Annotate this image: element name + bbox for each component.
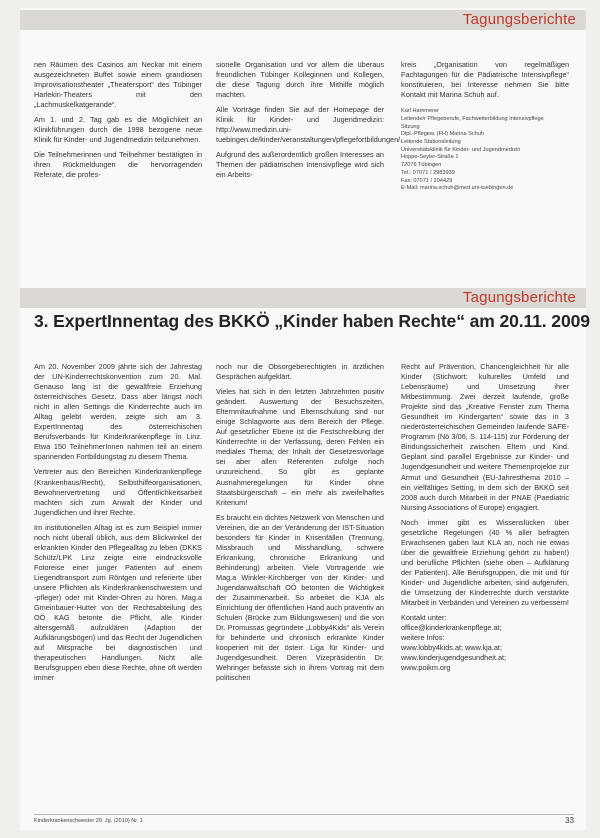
section-label: Tagungsberichte: [462, 289, 576, 306]
info-line: Tel.: 07071 / 2983939: [401, 169, 455, 176]
paragraph: Am 1. und 2. Tag gab es die Möglichkeit an Klinikführungen durch die 1998 bezogene neue Klinik für Kinder- und Jugendmedizin teilzunehmen.: [34, 115, 202, 145]
top-column-2: [216, 60, 403, 181]
section-label: Tagungsberichte: [462, 11, 576, 28]
article-column-3: [401, 362, 569, 673]
info-line: Leitende/r Pflegeberufe, Fachweiterbildung Intensivpflege: [401, 115, 544, 122]
contact-block: [401, 613, 569, 673]
contact-email[interactable]: office@kinderkrankenpflege.at;: [401, 623, 502, 633]
author-info-block: [401, 108, 569, 193]
section-header-bar: [20, 288, 586, 308]
info-line: Leitende Stationsleitung: [401, 139, 461, 145]
info-line: E-Mail: marina.schuh@med.uni-tuebingen.de: [401, 185, 514, 192]
page-footer: [34, 816, 574, 828]
paragraph: Am 20. November 2009 jährte sich der Jahrestag der UN-Kinderrechtskonvention zum 20. Mal. Genauso lang ist die gewaltfreie Erziehung österreichisches Gesetz. Dass aber längst noch nicht in allen Settings die Kinderrechte auch im Alltag gelebt werden, zeigte sich am 3. ExpertInnentag des österreichischen Berufsverbands für Kinderkrankenpflege in Linz. Etwa 150 TeilnehmerInnen nahmen teil an einem spannenden Fortbildungstag zu diesem Thema.: [34, 362, 202, 462]
paragraph: Im institutionellen Alltag ist es zum Beispiel immer noch nicht überall üblich, aus dem Blickwinkel der erkrankten Kinder den Pflegealltag zu leben (DKKS Schütz/LPK Linz zeigte eine eindrucksvolle Fotoreise einer junger Patienten auf einem Liegendtransport zum Röntgen und referierte über unsere Pflichten als Kinderkrankenschwestern und -pfleger) oder mit Kinder-Ohren zu hören. Mag.a Gmeinbauer-Hutter von der Rechtsabteilung des OÖ KAG betonte die Pflicht, alle Kinder altersgemäß aufzuklären (Adaption der Aufklärungsbögen) und das Recht der Jugendlichen auf Mitsprache bei diagnostischen und therapeutischen Handlungen. Nicht alle Berufsgruppen eben diese Rechte, ohne oft werden immer: [34, 522, 202, 683]
info-line: Dipl.-Pflegew. (FH) Marina Schuh: [401, 131, 485, 138]
paragraph: Noch immer gibt es Wissenslücken über gesetzliche Regelungen (40 % aller befragten Erwachsenen gaben laut KLA an, noch nie etwas über die gewaltfreie Erziehung gehört zu haben!) und berufliche Pflichten (siehe oben – Aufklärung der Patienten). Alle Berufsgruppen, die mit und für Kinder- und Jugendliche arbeiten, sind aufgerufen, die Umsetzung der Kinderrechte durch verstärkte Mitarbeit in Verbänden und Vereinen zu verbessern!: [401, 517, 569, 608]
paragraph: Vieles hat sich in den letzten Jahrzehnten positiv geändert. Auswertung der Besuchszeiten, Elternmitaufnahme und Elternschulung sind nur einige Schlagworte aus dem Bereich der Pflege. Auf gesetzlicher Ebene ist die Festschreibung der Kinderrechte in der Verfassung, deren Fehlen ein mediales Thema; der Inhalt der Gesetzesvorlage sei aber allen Referenten zufolge noch unzureichend. So gibt es geplante Ausnahmeregelungen für Kinder ohne Staatsbürgerschaft – ein mehr als zweifelhaftes Kriterium!: [216, 387, 384, 507]
contact-link[interactable]: www.poikm.org: [401, 663, 451, 673]
paragraph: Es braucht ein dichtes Netzwerk von Menschen und Vereinen, die an der Veränderung der IST-Situation besonders für Kinder in Krisenfällen (Trennung, Missbrauch und Misshandlung, schwere Erkrankung, chronische Erkrankung und Behinderung) arbeiten. Viele Vortragende wie Mag.a Winkler-Kirchberger von der Kinder- und Jugendanwaltschaft OÖ betonten die Wichtigkeit der Zusammenarbeit. So arbeitet die KJA als Einrichtung der öffentlichen Hand auch präventiv an Schulen (Brücke zum Bildungswesen) und die von Dr. Promussas gegründete „Lobby4Kids“ als Verein für behinderte und chronisch erkrankte Kinder kooperiert mit der österr. Liga für Kinder- und Jugendgesundheit. Deren Vizepräsidentin Dr. Wehringer befasste sich in ihrem Vortrag mit dem politischen: [216, 512, 384, 683]
article-headline: 3. ExpertInnentag des BKKÖ „Kinder haben Rechte“ am 20.11. 2009: [34, 311, 590, 331]
publication-info: Kinderkrankenschwester 29. Jg. (2010) Nr. 1: [34, 818, 143, 824]
article-column-1: [34, 362, 202, 683]
info-line: 72076 Tübingen: [401, 162, 442, 169]
contact-link[interactable]: www.kinderjugendgesundheit.at;: [401, 653, 507, 663]
info-line: Sitzung: [401, 123, 420, 130]
paragraph: Aufgrund des außerordentlich großen Interesses an Themen der pädiatrischen Intensivpflege wird sich ein Arbeits-: [216, 150, 384, 180]
page-number: 33: [565, 816, 574, 825]
info-line: Karl Hammerer: [401, 108, 439, 115]
paragraph: noch nur die Obsorgeberechtigten in ärztlichen Gesprächen aufgeklärt.: [216, 362, 384, 382]
paragraph: Alle Vorträge finden Sie auf der Homepage der Klinik für Kinder- und Jugendmedizin: http://www.medizin.uni-tuebingen.de/kinder/veranstaltungen/pflegefortbildungen/.: [216, 105, 403, 145]
paragraph: nen Räumen des Casinos am Neckar mit einem ausgezeichneten Buffet sowie einem grandiosen Improvisationstheater „Theatersport“ des Tübinger Harlekin-Theaters mit den „Lachmuskelkatgerande“.: [34, 60, 202, 110]
journal-page: [20, 8, 590, 830]
article-column-2: [216, 362, 384, 683]
info-line: Universitätsklinik für Kinder- und Jugendmedizin: [401, 146, 521, 153]
paragraph: kreis „Organisation von regelmäßigen Fachtagungen für die Pädiatrische Intensivpflege“ konstituieren, bei Interesse nehmen Sie bitte Kontakt mit Marina Schuh auf.: [401, 60, 569, 100]
paragraph: Vertreter aus den Bereichen Kinderkrankenpflege (Krankenhaus/Recht), Selbsthilfeorganisationen, Bewohnervertretung und Öffentlichkeitsarbeit machten sich zum Anwalt der Kinder und Jugendlichen und ihrer Rechte.: [34, 467, 202, 517]
info-line: Hoppe-Seyler-Straße 1: [401, 154, 459, 161]
info-line: Fax: 07071 / 294429: [401, 177, 453, 184]
paragraph: Recht auf Prävention, Chancengleichheit für alle Kinder (Stichwort: kulturelles Umfeld und Lebensräume) und Umsetzung ihrer Mitbestimmung. Zwei derzeit laufende, große Projekte sind das „Kreative Fenster zum Thema Gesundheit im Kindergarten“ sowie das in 3 niederösterreichischen Gemeinden laufende SAFE-Programm (Nö 3/06, S. 114-115) zur Förderung der Bindungssicherheit zwischen Eltern und Kind. Geplant sind parallel Ergebnisse zur Kinder- und Jugendgesundheit und weitere Themenprojekte zur Armut und Gesundheit (EU-Jahresthema 2010 – ein vielfältiges Setting, in dem sich der BKKÖ seit 2008 auch durch Mitarbeit in der PNAE (Paediatric Nursing Associations of Europe) engagiert.: [401, 362, 569, 512]
top-column-1: [34, 60, 202, 181]
section-header-bar: [20, 10, 586, 30]
contact-label: weitere Infos:: [401, 633, 445, 643]
contact-label: Kontakt unter:: [401, 613, 447, 623]
paragraph: sionelle Organisation und vor allem die überaus freundlichen Tübinger Kolleginnen und Kollegen, die diese Tagung durch ihre Mithilfe möglich machten.: [216, 60, 384, 100]
footer-rule: [34, 814, 574, 815]
contact-link[interactable]: www.lobby4kids.at; www.kja.at;: [401, 643, 502, 653]
top-column-3: [401, 60, 569, 193]
paragraph: Die Teilnehmerinnen und Teilnehmer bestätigten in ihren Rückmeldungen die hervorragenden Referate, die profes-: [34, 150, 202, 180]
